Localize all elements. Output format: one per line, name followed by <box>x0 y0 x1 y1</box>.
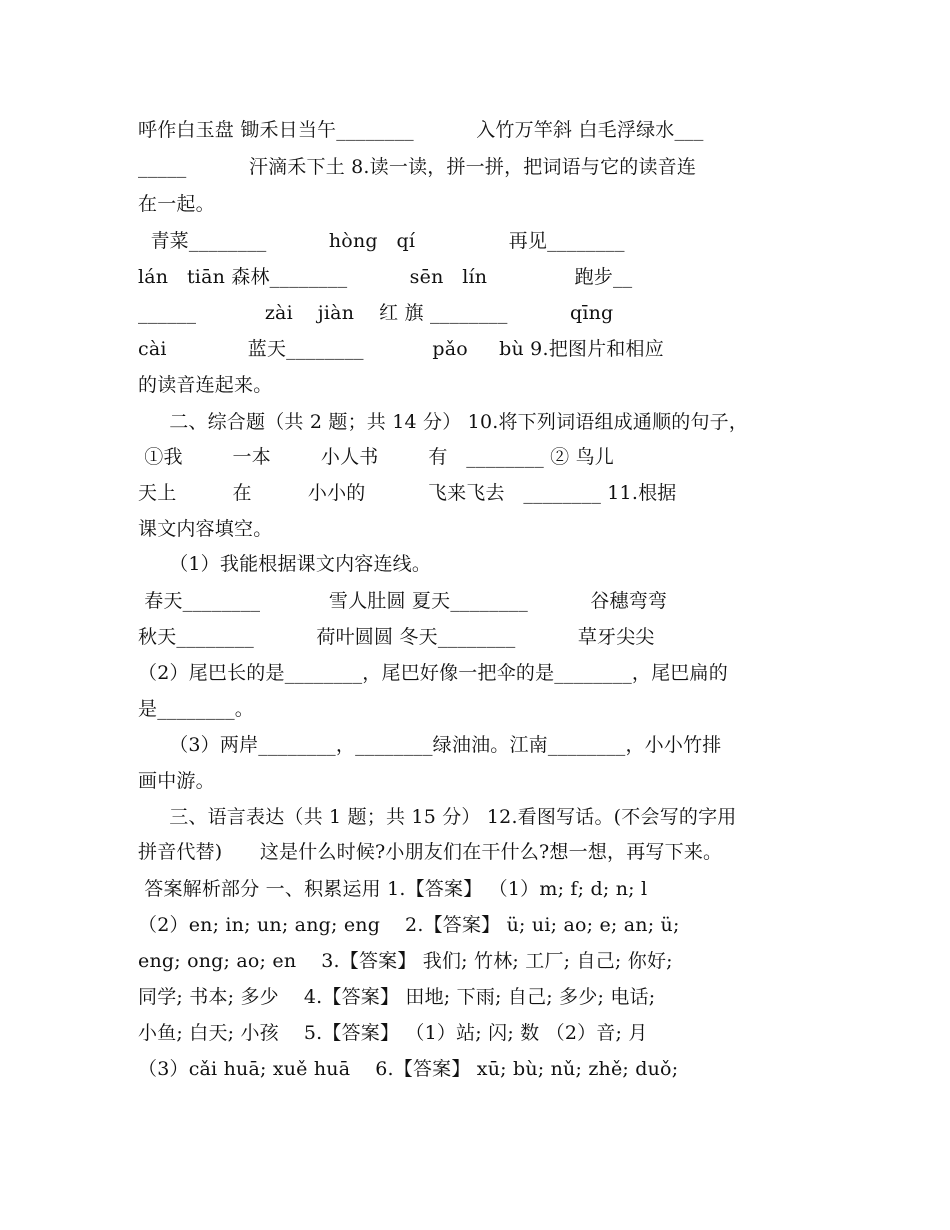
answer-line: eng; ong; ao; en 3.【答案】 我们; 竹林; 工厂; 自己; 你好; <box>138 950 673 972</box>
text-line: 在一起。 <box>138 193 215 215</box>
text-line: cài 蓝天________ pǎo bù 9.把图片和相应 <box>138 338 664 360</box>
text-line: ______ zài jiàn 红 旗 ________ qīng <box>138 302 614 324</box>
text-line: 秋天________ 荷叶圆圆 冬天________ 草牙尖尖 <box>138 626 655 648</box>
text-line: 画中游。 <box>138 770 215 792</box>
text-line: 春天________ 雪人肚圆 夏天________ 谷穗弯弯 <box>138 590 668 612</box>
text-line: 呼作白玉盘 锄禾日当午________ 入竹万竿斜 白毛浮绿水___ <box>138 119 704 141</box>
answer-line: 同学; 书本; 多少 4.【答案】 田地; 下雨; 自己; 多少; 电话; <box>138 986 656 1008</box>
text-line: （1）我能根据课文内容连线。 <box>138 553 432 575</box>
text-line: _____ 汗滴禾下土 8.读一读，拼一拼，把词语与它的读音连 <box>138 156 697 178</box>
section-heading-line: 三、语言表达（共 1 题；共 15 分） 12.看图写话。(不会写的字用 <box>138 806 737 828</box>
text-line: 课文内容填空。 <box>138 518 273 540</box>
answer-line: 小鱼; 白天; 小孩 5.【答案】 （1）站; 闪; 数 （2）音; 月 <box>138 1022 648 1044</box>
text-line: 是________。 <box>138 698 255 720</box>
text-line: （3）两岸________，________绿油油。江南________，小小竹排 <box>138 734 722 756</box>
text-line: 的读音连起来。 <box>138 374 273 396</box>
text-line: lán tiān 森林________ sēn lín 跑步__ <box>138 266 633 288</box>
text-line: （2）尾巴长的是________，尾巴好像一把伞的是________，尾巴扁的 <box>138 662 728 684</box>
answer-line: 答案解析部分 一、积累运用 1.【答案】 （1）m; f; d; n; l <box>138 878 648 900</box>
text-line: 青菜________ hòng qí 再见________ <box>138 230 625 252</box>
answer-line: （2）en; in; un; ang; eng 2.【答案】 ü; ui; ao; e; an; ü; <box>138 914 680 936</box>
answer-line: （3）cǎi huā; xuě huā 6.【答案】 xū; bù; nǔ; zhě; duǒ; <box>138 1058 679 1080</box>
text-line: ①我 一本 小人书 有 ________ ② 鸟儿 <box>138 446 614 468</box>
section-heading-line: 二、综合题（共 2 题；共 14 分） 10.将下列词语组成通顺的句子， <box>138 411 749 433</box>
text-line: 拼音代替) 这是什么时候?小朋友们在干什么?想一想，再写下来。 <box>138 841 723 863</box>
text-line: 天上 在 小小的 飞来飞去 ________ 11.根据 <box>138 482 677 504</box>
